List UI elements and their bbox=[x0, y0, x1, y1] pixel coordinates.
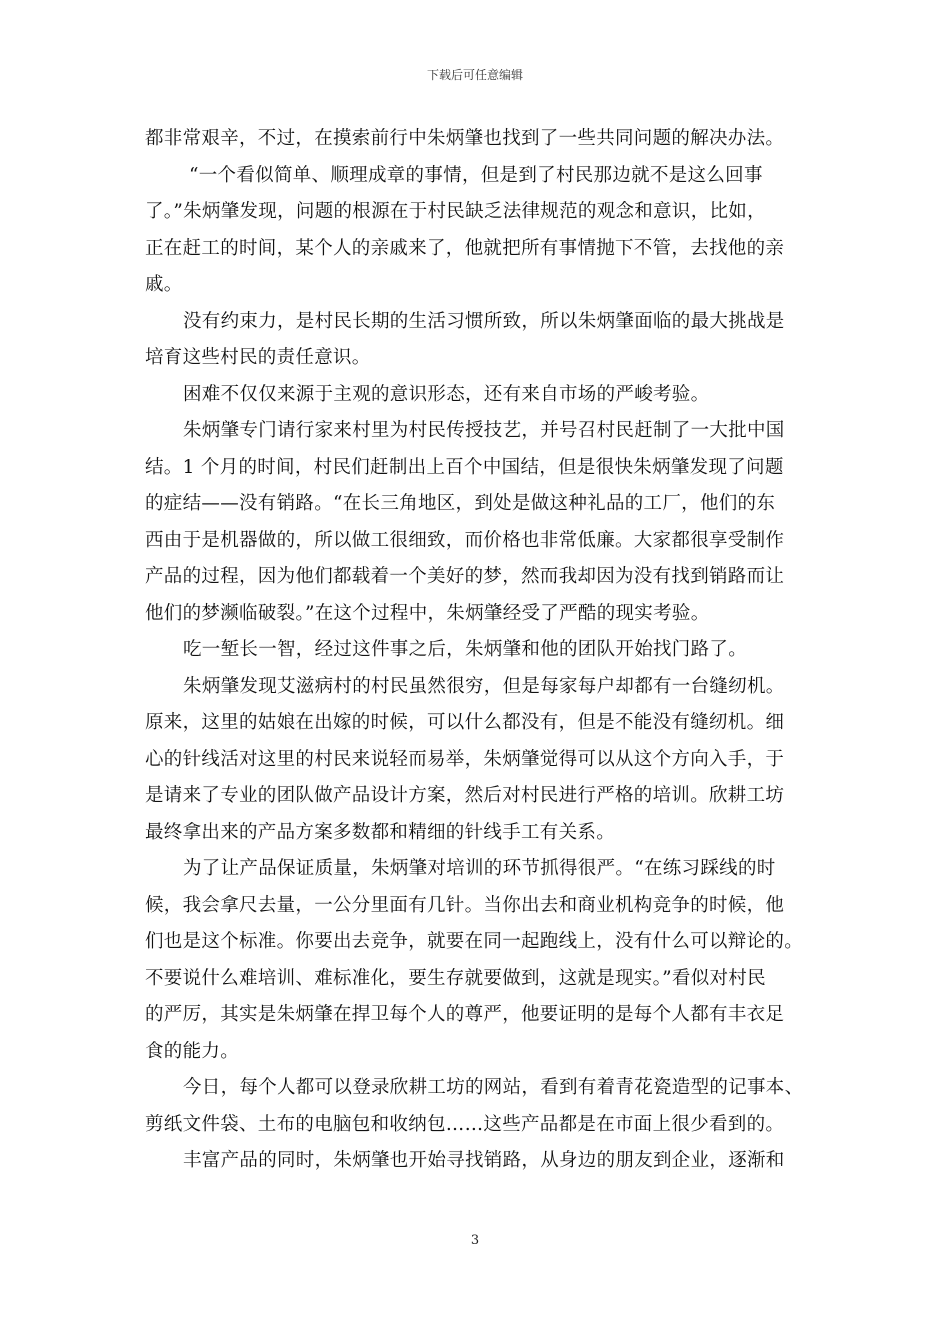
text-line: 的症结——没有销路。“在长三角地区，到处是做这种礼品的工厂，他们的东 bbox=[145, 493, 776, 514]
text-line: 为了让产品保证质量，朱炳肇对培训的环节抓得很严。“在练习踩线的时 bbox=[183, 858, 776, 879]
text-line: 他们的梦濒临破裂。”在这个过程中，朱炳肇经受了严酷的现实考验。 bbox=[145, 602, 710, 624]
text-line: 了。”朱炳肇发现，问题的根源在于村民缺乏法律规范的观念和意识，比如， bbox=[145, 201, 766, 222]
text-line: 剪纸文件袋、土布的电脑包和收纳包……这些产品都是在市面上很少看到的。 bbox=[145, 1113, 785, 1135]
text-line: 困难不仅仅来源于主观的意识形态，还有来自市场的严峻考验。 bbox=[183, 383, 710, 405]
text-line: 丰富产品的同时，朱炳肇也开始寻找销路，从身边的朋友到企业，逐渐和 bbox=[183, 1150, 785, 1171]
text-line: 心的针线活对这里的村民来说轻而易举，朱炳肇觉得可以从这个方向入手，于 bbox=[145, 748, 785, 770]
text-line: 没有约束力，是村民长期的生活习惯所致，所以朱炳肇面临的最大挑战是 bbox=[183, 310, 785, 332]
text-line: 食的能力。 bbox=[145, 1040, 240, 1062]
text-line: 产品的过程，因为他们都载着一个美好的梦，然而我却因为没有找到销路而让 bbox=[145, 566, 785, 587]
page-header: 下载后可任意编辑 bbox=[426, 68, 523, 82]
text-line: 最终拿出来的产品方案多数都和精细的针线手工有关系。 bbox=[145, 821, 616, 843]
text-line: 都非常艰辛，不过，在摸索前行中朱炳肇也找到了一些共同问题的解决办法。 bbox=[145, 128, 785, 149]
text-line: 朱炳肇专门请行家来村里为村民传授技艺，并号召村民赶制了一大批中国 bbox=[183, 420, 785, 441]
text-line: 今日，每个人都可以登录欣耕工坊的网站，看到有着青花瓷造型的记事本、 bbox=[183, 1077, 804, 1098]
text-line: “一个看似简单、顺理成章的事情，但是到了村民那边就不是这么回事 bbox=[189, 164, 763, 186]
document-body bbox=[145, 121, 813, 1180]
text-line: 是请来了专业的团队做产品设计方案，然后对村民进行严格的培训。欣耕工坊 bbox=[145, 785, 785, 806]
page-number: 3 bbox=[470, 1233, 480, 1248]
text-line: 朱炳肇发现艾滋病村的村民虽然很穷，但是每家每户却都有一台缝纫机。 bbox=[183, 675, 785, 697]
text-line: 们也是这个标准。你要出去竞争，就要在同一起跑线上，没有什么可以辩论的。 bbox=[145, 931, 804, 952]
text-line: 正在赶工的时间，某个人的亲戚来了，他就把所有事情抛下不管，去找他的亲 bbox=[145, 237, 785, 259]
text-line: 的严厉，其实是朱炳肇在捍卫每个人的尊严，他要证明的是每个人都有丰衣足 bbox=[145, 1004, 785, 1025]
text-line: 结。1 个月的时间，村民们赶制出上百个中国结，但是很快朱炳肇发现了问题 bbox=[145, 456, 784, 478]
text-line: 戚。 bbox=[145, 274, 183, 295]
text-line: 候，我会拿尺去量，一公分里面有几针。当你出去和商业机构竞争的时候，他 bbox=[145, 894, 785, 916]
text-line: 原来，这里的姑娘在出嫁的时候，可以什么都没有，但是不能没有缝纫机。细 bbox=[145, 712, 785, 733]
text-line: 不要说什么难培训、难标准化，要生存就要做到，这就是现实。”看似对村民 bbox=[145, 967, 766, 989]
text-line: 培育这些村民的责任意识。 bbox=[145, 347, 371, 368]
text-line: 吃一堑长一智，经过这件事之后，朱炳肇和他的团队开始找门路了。 bbox=[183, 639, 748, 660]
text-line: 西由于是机器做的，所以做工很细致，而价格也非常低廉。大家都很享受制作 bbox=[145, 529, 785, 551]
